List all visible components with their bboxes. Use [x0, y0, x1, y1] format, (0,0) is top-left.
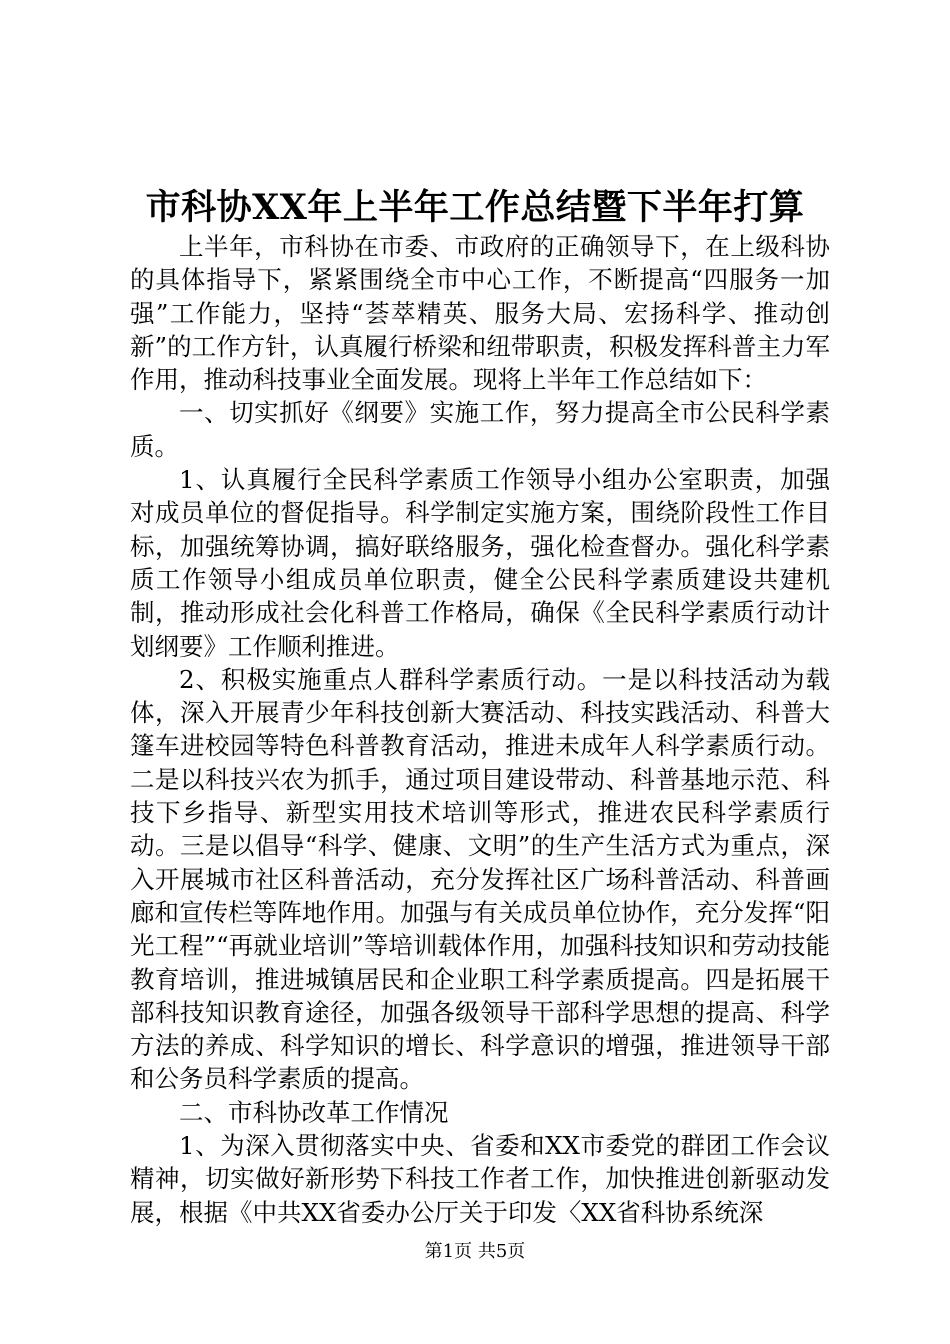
section-heading-2: 二、市科协改革工作情况 [179, 1097, 449, 1127]
item-paragraph-2-1: 1、为深入贯彻落实中央、省委和XX市委党的群团工作会议精神，切实做好新形势下科技工作者工作，加快推进创新驱动发展，根据《中共XX省委办公厅关于印发〈XX省科协系统深 [130, 1131, 830, 1227]
intro-paragraph: 上半年，市科协在市委、市政府的正确领导下，在上级科协的具体指导下，紧紧围绕全市中心工作，不断提高“四服务一加强”工作能力，坚持“荟萃精英、服务大局、宏扬科学、推动创新”的工作方针，认真履行桥梁和纽带职责，积极发挥科普主力军作用，推动科技事业全面发展。现将上半年工作总结如下： [130, 232, 830, 395]
item-paragraph-1-1: 1、认真履行全民科学素质工作领导小组办公室职责，加强对成员单位的督促指导。科学制定实施方案，围绕阶段性工作目标，加强统筹协调，搞好联络服务，强化检查督办。强化科学素质工作领导小组成员单位职责，健全公民科学素质建设共建机制，推动形成社会化科普工作格局，确保《全民科学素质行动计划纲要》工作顺利推进。 [130, 465, 830, 661]
section-heading-1: 一、切实抓好《纲要》实施工作，努力提高全市公民科学素质。 [130, 398, 830, 461]
document-title: 市科协XX年上半年工作总结暨下半年打算 [145, 187, 805, 228]
page-footer: 第1页 共5页 [424, 1241, 526, 1262]
item-paragraph-1-2: 2、积极实施重点人群科学素质行动。一是以科技活动为载体，深入开展青少年科技创新大赛活动、科技实践活动、科普大篷车进校园等特色科普教育活动，推进未成年人科学素质行动。二是以科技兴农为抓手，通过项目建设带动、科普基地示范、科技下乡指导、新型实用技术培训等形式，推进农民科学素质行动。三是以倡导“科学、健康、文明”的生产生活方式为重点，深入开展城市社区科普活动，充分发挥社区广场科普活动、科普画廊和宣传栏等阵地作用。加强与有关成员单位协作，充分发挥“阳光工程”“再就业培训”等培训载体作用，加强科技知识和劳动技能教育培训，推进城镇居民和企业职工科学素质提高。四是拓展干部科技知识教育途径，加强各级领导干部科学思想的提高、科学方法的养成、科学知识的增长、科学意识的增强，推进领导干部和公务员科学素质的提高。 [130, 664, 830, 1094]
document-body [130, 230, 830, 1229]
